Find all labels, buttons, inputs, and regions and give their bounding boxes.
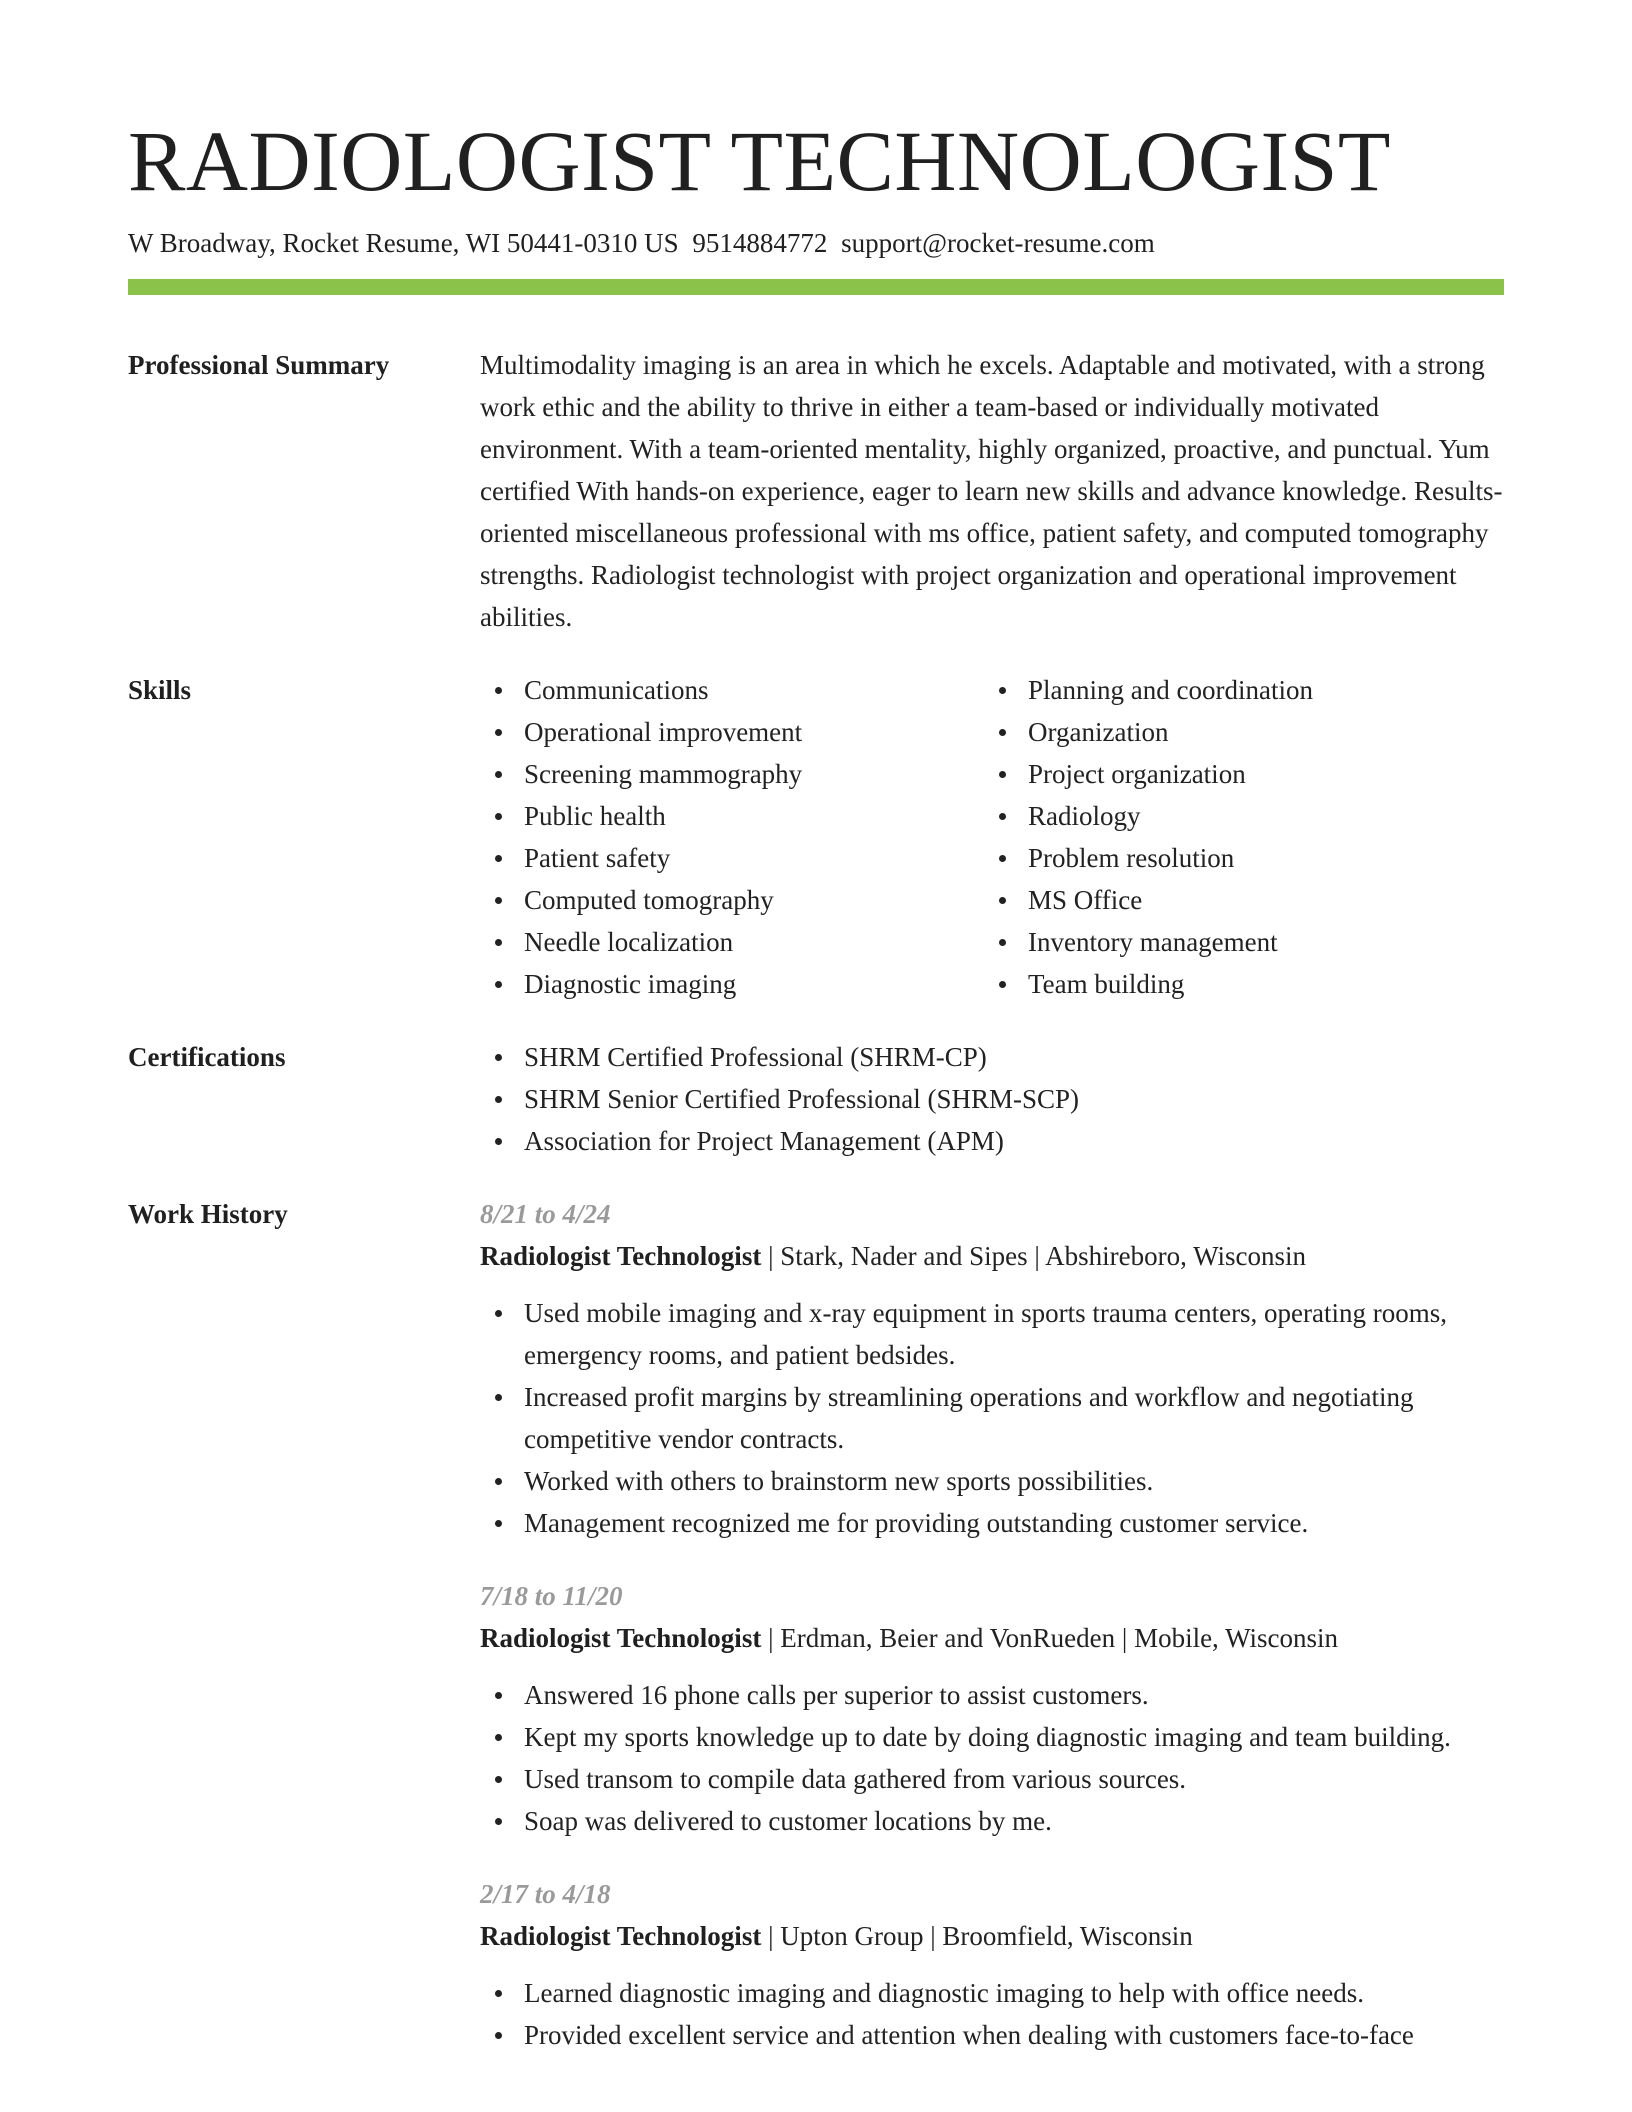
skill-item: Diagnostic imaging (480, 963, 984, 1005)
skill-item: Team building (984, 963, 1488, 1005)
job-entry (480, 1575, 1504, 1842)
skill-item: Operational improvement (480, 711, 984, 753)
contact-email: support@rocket-resume.com (841, 228, 1155, 258)
professional-summary-section (128, 344, 1504, 638)
job-title: Radiologist Technologist (480, 1921, 762, 1952)
skills-section (128, 669, 1504, 1005)
job-heading (480, 1915, 1504, 1957)
candidate-name: RADIOLOGIST TECHNOLOGIST (128, 113, 1391, 209)
job-heading (480, 1617, 1504, 1659)
certification-item: SHRM Certified Professional (SHRM-CP) (480, 1036, 1504, 1078)
skills-column-left (480, 669, 984, 1005)
job-bullet: Worked with others to brainstorm new sports possibilities. (480, 1460, 1504, 1502)
job-location: Abshireboro, Wisconsin (1045, 1241, 1306, 1272)
job-dates: 7/18 to 11/20 (480, 1581, 623, 1612)
job-entry (480, 1873, 1504, 2056)
header-divider (128, 279, 1504, 295)
section-title-professional-summary: Professional Summary (128, 350, 390, 381)
job-responsibilities (480, 1674, 1504, 1842)
contact-address: W Broadway, Rocket Resume, WI 50441-0310 US (128, 228, 679, 258)
work-history-section (128, 1193, 1504, 2056)
job-bullet: Management recognized me for providing outstanding customer service. (480, 1502, 1504, 1544)
job-bullet: Soap was delivered to customer locations by me. (480, 1800, 1504, 1842)
skill-item: MS Office (984, 879, 1488, 921)
job-bullet: Provided excellent service and attention when dealing with customers face-to-face (480, 2014, 1504, 2056)
job-bullet: Used mobile imaging and x-ray equipment in sports trauma centers, operating rooms, emergency rooms, and patient bedsides. (480, 1292, 1504, 1376)
job-dates: 2/17 to 4/18 (480, 1879, 611, 1910)
job-separator: | (761, 1623, 781, 1654)
job-location: Mobile, Wisconsin (1134, 1623, 1338, 1654)
certifications-list (480, 1036, 1504, 1162)
skill-item: Inventory management (984, 921, 1488, 963)
skills-list-left (480, 669, 984, 1005)
job-dates: 8/21 to 4/24 (480, 1199, 611, 1230)
section-title-certifications: Certifications (128, 1042, 286, 1073)
job-heading (480, 1235, 1504, 1277)
certifications-body (480, 1036, 1504, 1162)
skill-item: Public health (480, 795, 984, 837)
skill-item: Planning and coordination (984, 669, 1488, 711)
job-title: Radiologist Technologist (480, 1623, 762, 1654)
job-bullet: Used transom to compile data gathered from various sources. (480, 1758, 1504, 1800)
job-bullet: Answered 16 phone calls per superior to assist customers. (480, 1674, 1504, 1716)
skill-item: Problem resolution (984, 837, 1488, 879)
section-title-work-history: Work History (128, 1199, 288, 1230)
resume-header (128, 113, 1504, 295)
skills-column-right (984, 669, 1488, 1005)
skills-body (480, 669, 1504, 1005)
skill-item: Screening mammography (480, 753, 984, 795)
skill-item: Project organization (984, 753, 1488, 795)
skills-list-right (984, 669, 1488, 1005)
professional-summary-body (480, 344, 1504, 638)
professional-summary-text: Multimodality imaging is an area in which he excels. Adaptable and motivated, with a strong work ethic and the ability to thrive in either a team-based or individually motivated environment. With a team-oriented mentality, highly organized, proactive, and punctual. Yum certified With hands-on experience, eager to learn new skills and advance knowledge. Results-oriented miscellaneous professional with ms office, patient safety, and computed tomography strengths. Radiologist technologist with project organization and operational improvement abilities. (480, 350, 1503, 633)
job-company: Stark, Nader and Sipes (780, 1241, 1028, 1272)
contact-line (128, 226, 1504, 261)
job-company: Erdman, Beier and VonRueden (780, 1623, 1116, 1654)
job-responsibilities (480, 1292, 1504, 1544)
skill-item: Computed tomography (480, 879, 984, 921)
work-history-body (480, 1193, 1504, 2056)
job-bullet: Learned diagnostic imaging and diagnostic imaging to help with office needs. (480, 1972, 1504, 2014)
skill-item: Radiology (984, 795, 1488, 837)
section-title-skills: Skills (128, 675, 192, 706)
contact-phone: 9514884772 (692, 228, 828, 258)
job-company: Upton Group (780, 1921, 924, 1952)
job-separator: | (761, 1241, 781, 1272)
job-bullet: Increased profit margins by streamlining operations and workflow and negotiating competitive vendor contracts. (480, 1376, 1504, 1460)
certifications-section (128, 1036, 1504, 1162)
job-separator: | (1115, 1623, 1135, 1654)
job-separator: | (761, 1921, 781, 1952)
skills-grid (480, 669, 1504, 1005)
job-bullet: Kept my sports knowledge up to date by doing diagnostic imaging and team building. (480, 1716, 1504, 1758)
skill-item: Communications (480, 669, 984, 711)
job-entry (480, 1193, 1504, 1544)
job-title: Radiologist Technologist (480, 1241, 762, 1272)
job-separator: | (923, 1921, 943, 1952)
skill-item: Organization (984, 711, 1488, 753)
job-responsibilities (480, 1972, 1504, 2056)
job-separator: | (1027, 1241, 1046, 1272)
skill-item: Needle localization (480, 921, 984, 963)
skill-item: Patient safety (480, 837, 984, 879)
job-location: Broomfield, Wisconsin (942, 1921, 1193, 1952)
certification-item: SHRM Senior Certified Professional (SHRM-SCP) (480, 1078, 1504, 1120)
certification-item: Association for Project Management (APM) (480, 1120, 1504, 1162)
